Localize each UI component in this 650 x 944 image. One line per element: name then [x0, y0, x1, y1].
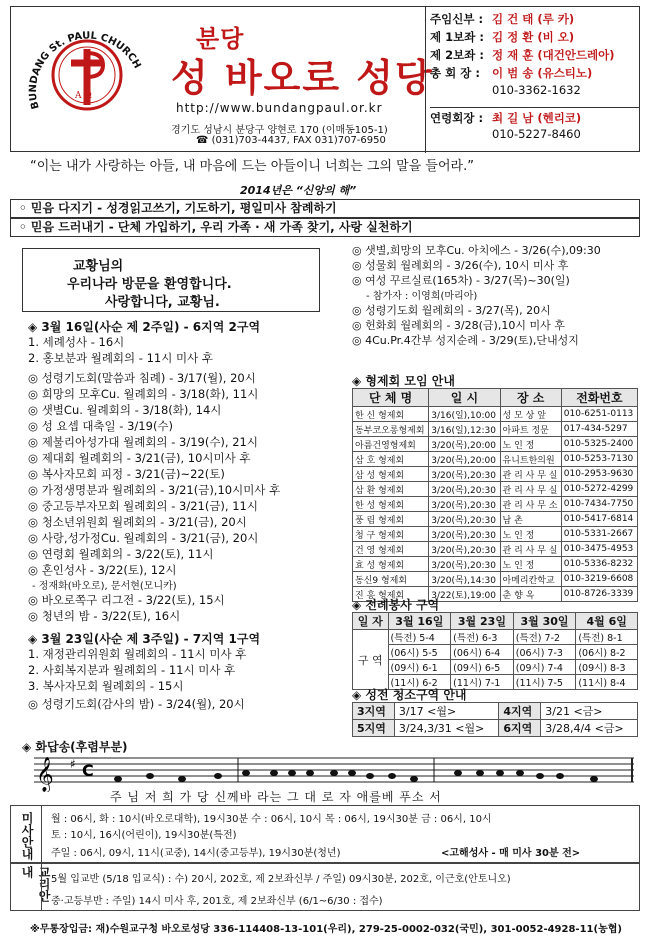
hymn-lyrics: 주 님 저 희 가 당 신께바 라는 그 대 로 자 애를베 푸소 서 — [110, 790, 442, 804]
table-row: 동신9 형제회 3/20(목),14:30 아메리칸학교 010-3219-6608 — [353, 572, 638, 587]
year-theme: 2014년은 “신앙의 해” — [240, 184, 357, 197]
table-row: 삼 호 형제회 3/20(목),20:00 유니트한의원 010-5253-7130 — [353, 452, 638, 467]
table-row: 아름건영형제회 3/20(목),20:00 노 인 정 010-5325-2400 — [353, 437, 638, 452]
hymn-title: ◈ 화답송(후렴부분) — [22, 740, 128, 754]
music-staff — [34, 752, 634, 792]
table-row: 풍 림 형제회 3/20(목),20:30 남 촌 010-5417-6814 — [353, 512, 638, 527]
altar-title: ◈ 전례봉사 구역 — [352, 598, 440, 612]
church-logo — [17, 13, 167, 143]
weekly-quote: “이는 내가 사랑하는 아들, 내 마음에 드는 아들이니 너희는 그의 말을 들어라.” — [30, 159, 474, 174]
table-row: 삼 환 형제회 3/20(목),20:30 관 리 사 무 실 010-5272-4299 — [353, 482, 638, 497]
clean-title: ◈ 성전 청소구역 안내 — [352, 688, 467, 702]
bank-info: ※무통장입금: 재)수원교구청 바오로성당 336-114408-13-101(우리), 279-25-0002-032(국민), 301-0052-4928-11(농협) — [30, 924, 622, 935]
table-row: 건 영 형제회 3/20(목),20:30 관 리 사 무 실 010-3475-4953 — [353, 542, 638, 557]
week1-section: ◈ 3월 16일(사순 제 2주일) - 6지역 2구역 1. 세례성사 - 16시 2. 홍보분과 월례회의 - 11시 미사 후 ◎ 성령기도회(말씀과 침례) - 3/17(월), 20시 ◎ 희망의 모후Cu. 월례회의 - 3/18(화), 11시 ◎ 샛별Cu. 월례회의 - 3/18(화), 14시 ◎ 성 요셉 대축일 - 3/19(수) ◎ 제불리아성가대 월례회의 - 3/19(수), 21시 ◎ 제대회 월례회의 - 3/21(금), 10시미사 후 ◎ 복사자모회 피정 - 3/21(금)~22(토) ◎ 가정생명분과 월례회의 - 3/21(금),10시미사 후 ◎ 중고등부자모회 월례회의 - 3/21(금), 11시 ◎ 청소년위원회 월례회의 - 3/21(금), 20시 ◎ 사랑,성가정Cu. 월례회의 - 3/21(금), 20시 ◎ 연령회 월례회의 - 3/22(토), 11시 ◎ 혼인성사 - 3/22(토), 12시 - 정재화(바오로), 문서현(모니카) ◎ 바오로쪽구 리그전 - 3/22(토), 15시 ◎ 청년의 밤 - 3/22(토), 16시 — [28, 320, 281, 623]
table-row: 한 신 형제회 3/16(일),10:00 성 모 상 앞 010-6251-0113 — [353, 407, 638, 422]
website-link[interactable]: http://www.bundangpaul.or.kr — [176, 101, 383, 115]
edu-box: 교리안내 5월 입교반 (5/18 입교식) : 수) 20시, 202호, 제 2보좌신부 / 주일) 09시30분, 202호, 이근호(안토니오) 중·고등부반 : 주일) 14시 미사 후, 201호, 제 2보좌신부 (6/1~6/30 : 접수) — [10, 863, 640, 911]
theme-band-1: ◦ 믿음 다지기 - 성경읽고쓰기, 기도하기, 평일미사 참례하기 — [10, 199, 640, 218]
theme-band-2: ◦ 믿음 드러내기 - 단체 가입하기, 우리 가족 · 새 가족 찾기, 사랑 실천하기 — [10, 218, 640, 237]
title-small: 분당 — [196, 25, 245, 53]
pope-welcome-box: 교황님의 우리나라 방문을 환영합니다. 사랑합니다, 교황님. — [22, 248, 320, 312]
table-row: 삼 성 형제회 3/20(목),20:30 관 리 사 무 실 010-2953-9630 — [353, 467, 638, 482]
svg-text:A Ω: A Ω — [75, 91, 92, 101]
bulletin-header — [10, 6, 640, 152]
table-row: 효 성 형제회 3/20(목),20:30 노 인 정 010-5336-8232 — [353, 557, 638, 572]
table-row: 청 구 형제회 3/20(목),20:30 노 인 정 010-5331-2667 — [353, 527, 638, 542]
table-row: 동부코오롱형제회 3/16(일),12:30 아파트 정문 017-434-5297 — [353, 422, 638, 437]
svg-text:BUNDANG St. PAUL CHURCH: BUNDANG St. PAUL CHURCH — [27, 30, 143, 111]
altar-table: 일 자 3월 16일 3월 23일 3월 30일 4월 6일 구 역 (특전) 5-4 (특전) 6-3 (특전) 7-2 (특전) 8-1 (06시) 5-5 (06시) 6-4 (06시) 7-3 (06시) 8-2 (09시) 6-1 (09시) 6-5 (09시) 7-4 (09시) 8-3 (11시) 6-2 (11시) 7-1 (11시) 7-5 (11시) 8-4 — [352, 612, 638, 690]
brothers-title: ◈ 형제회 모임 안내 — [352, 374, 455, 388]
svg-text:♯: ♯ — [70, 757, 76, 771]
address: 경기도 성남시 분당구 양현로 170 (이매동105-1) — [171, 125, 388, 136]
phone: ☎ (031)703-4437, FAX 031)707-6950 — [196, 135, 386, 146]
table-row: 진 흥 형제회 3/22(토),19:00 춘 향 옥 010-8726-3339 — [353, 587, 638, 602]
title-big: 성 바오로 성당 — [171, 56, 434, 100]
brothers-table: 단 체 명 일 시 장 소 전화번호 한 신 형제회 3/16(일),10:00 성 모 상 앞 010-6251-0113 동부코오롱형제회 3/16(일),12:30 아파트 정문 017-434-5297 아름건영형제회 3/20(목),20:00 노 인 정 010-5325-2400 삼 호 형제회 3/20(목),20:00 유니트한의원 010-5253-7130 삼 성 형제회 3/20(목),20:30 관 리 사 무 실 010-2953-9630 삼 환 형제회 3/20(목),20:30 관 리 사 무 실 010-5272-4299 한 성 형제회 3/20(목),20:30 관 리 사 무 소 010-7434-7750 풍 림 형제회 3/20(목),20:30 남 촌 010-5417-6814 청 구 형제회 3/20(목),20:30 노 인 정 010-5331-2667 건 영 형제회 3/20(목),20:30 관 리 사 무 실 010-3475-4953 효 성 형제회 3/20(목),20:30 노 인 정 010-5336-8232 동신9 형제회 3/20(목),14:30 아메리칸학교 010-3219-6608 진 흥 형제회 3/22(토),19:00 춘 향 옥 010-8726-3339 — [352, 388, 638, 602]
clean-table: 3지역 3/17 <월> 4지역 3/21 <금> 5지역 3/24,3/31 <월> 6지역 3/28,4/4 <금> — [352, 702, 638, 737]
mass-box: 미사안내 월 : 06시, 화 : 10시(바오로대학), 19시30분 수 : 06시, 10시 목 : 06시, 19시30분 금 : 06시, 10시 토 : 10시, 16시(어린이), 19시30분(특전) 주일 : 06시, 09시, 11시(교중), 14시(중고등부), 19시30분(청년) <고해성사 - 매 미사 30분 전> — [10, 805, 640, 863]
staff-panel: 주임신부 : 김 건 태 (루 카) 제 1보좌 : 김 정 환 (비 오) 제 2보좌 : 정 재 훈 (대건안드레아) 총 회 장 : 이 범 송 (유스티노) 010-3362-1632 연령회장 : 최 길 남 (헨리코) 010-5227-8460 — [425, 7, 641, 153]
svg-text:C: C — [82, 761, 94, 780]
svg-text:𝄞: 𝄞 — [36, 757, 54, 792]
table-row: 한 성 형제회 3/20(목),20:30 관 리 사 무 소 010-7434-7750 — [353, 497, 638, 512]
week2-section: ◈ 3월 23일(사순 제 3주일) - 7지역 1구역 1. 재정관리위원회 월례회의 - 11시 미사 후 2. 사회복지분과 월례회의 - 11시 미사 후 3. 복사자모회 월례회의 - 15시 ◎ 성령기도회(감사의 밤) - 3/24(월), 20시 — [28, 632, 261, 711]
right-events: ◎ 샛별,희망의 모후Cu. 아치에스 - 3/26(수),09:30 ◎ 성물회 월례회의 - 3/26(수), 10시 미사 후 ◎ 여성 꾸르실료(165차) - 3/27(목)~30(일) - 참가자 : 이영희(마리아) ◎ 성령기도회 월례회의 - 3/27(목), 20시 ◎ 헌화회 월례회의 - 3/28(금),10시 미사 후 ◎ 4Cu.Pr.4간부 성지순례 - 3/29(토),단내성지 — [352, 244, 601, 347]
